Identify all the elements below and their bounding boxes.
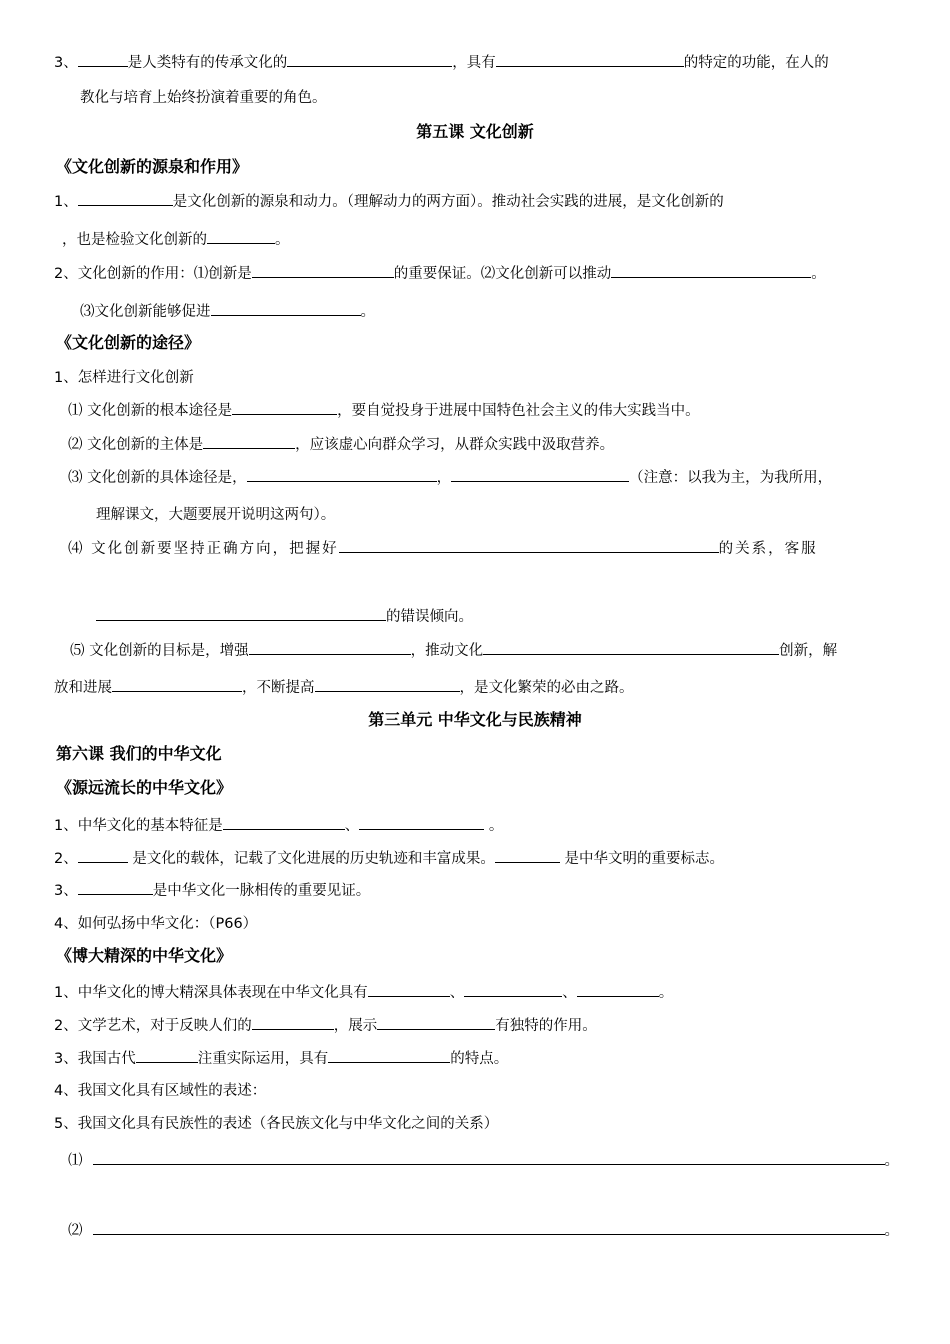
blank xyxy=(78,191,173,206)
blank xyxy=(207,229,275,244)
blank xyxy=(252,1015,334,1030)
blank xyxy=(287,52,452,67)
path-item-3: ⑶ 文化创新的具体途径是， ， （注意：以我为主，为我所用， xyxy=(68,467,832,488)
path-item-4-cont: 的错误倾向。 xyxy=(96,606,473,627)
profound-item-4: 4、我国文化具有区域性的表述： xyxy=(54,1083,267,1099)
blank xyxy=(223,815,345,830)
blank xyxy=(328,1048,450,1063)
history-item-4: 4、如何弘扬中华文化：（P66） xyxy=(54,916,258,932)
blank xyxy=(247,467,437,482)
blank xyxy=(211,301,361,316)
path-item-5-cont: 放和进展 ，不断提高 ，是文化繁荣的必由之路。 xyxy=(54,677,634,698)
blank xyxy=(249,640,411,655)
profound-item-1: 1、中华文化的博大精深具体表现在中华文化具有 、 、 。 xyxy=(54,982,673,1003)
blank xyxy=(483,640,779,655)
blank xyxy=(203,434,295,449)
blank xyxy=(112,677,242,692)
history-item-2: 2、 是文化的载体，记载了文化进展的历史轨迹和丰富成果。 是中华文明的重要标志。 xyxy=(54,848,724,869)
blank xyxy=(315,677,460,692)
blank xyxy=(368,982,450,997)
unit-3-title: 第三单元 中华文化与民族精神 xyxy=(368,710,582,729)
path-intro: 1、怎样进行文化创新 xyxy=(54,370,194,386)
line-3-function: 3、 是人类特有的传承文化的 ，具有 的特定的功能，在人的 xyxy=(54,52,829,73)
blank xyxy=(577,982,659,997)
blank xyxy=(451,467,629,482)
blank xyxy=(93,1150,885,1165)
blank xyxy=(359,815,484,830)
profound-item-3: 3、我国古代 注重实际运用，具有 的特点。 xyxy=(54,1048,508,1069)
blank xyxy=(496,52,684,67)
source-item-2-cont: ⑶文化创新能够促进 。 xyxy=(80,301,375,322)
path-item-5: ⑸ 文化创新的目标是，增强 ，推动文化 创新，解 xyxy=(70,640,837,661)
blank xyxy=(495,848,560,863)
line-3-cont: 教化与培育上始终扮演着重要的角色。 xyxy=(80,90,327,106)
path-item-1: ⑴ 文化创新的根本途径是 ，要自觉投身于进展中国特色社会主义的伟大实践当中。 xyxy=(68,400,700,421)
blank xyxy=(252,263,394,278)
heading-source-role: 《文化创新的源泉和作用》 xyxy=(56,157,249,176)
blank xyxy=(136,1048,198,1063)
source-item-1: 1、 是文化创新的源泉和动力。（理解动力的两方面）。推动社会实践的进展，是文化创新的 xyxy=(54,191,724,212)
path-item-4: ⑷ 文化创新要坚持正确方向，把握好 的关系，客服 xyxy=(68,538,818,559)
profound-item-5-2: ⑵ 。 xyxy=(68,1220,899,1241)
profound-item-5: 5、我国文化具有民族性的表述（各民族文化与中华文化之间的关系） xyxy=(54,1116,499,1132)
lesson-5-title: 第五课 文化创新 xyxy=(416,122,534,141)
blank xyxy=(611,263,811,278)
history-item-3: 3、 是中华文化一脉相传的重要见证。 xyxy=(54,880,370,901)
blank xyxy=(96,606,386,621)
blank xyxy=(78,880,153,895)
heading-long-history: 《源远流长的中华文化》 xyxy=(56,778,233,797)
blank xyxy=(377,1015,495,1030)
blank xyxy=(464,982,562,997)
blank xyxy=(78,848,128,863)
profound-item-5-1: ⑴ 。 xyxy=(68,1150,899,1171)
blank xyxy=(78,52,128,67)
source-item-2: 2、文化创新的作用：⑴创新是 的重要保证。⑵文化创新可以推动 。 xyxy=(54,263,826,284)
blank xyxy=(339,538,719,553)
blank xyxy=(232,400,337,415)
source-item-1-cont: ，也是检验文化创新的 。 xyxy=(62,229,290,250)
lesson-6-title: 第六课 我们的中华文化 xyxy=(56,744,222,763)
heading-paths: 《文化创新的途径》 xyxy=(56,333,201,352)
path-item-3-cont: 理解课文，大题要展开说明这两句）。 xyxy=(96,507,336,523)
profound-item-2: 2、文学艺术，对于反映人们的 ，展示 有独特的作用。 xyxy=(54,1015,597,1036)
blank xyxy=(93,1220,885,1235)
heading-profound: 《博大精深的中华文化》 xyxy=(56,946,233,965)
history-item-1: 1、中华文化的基本特征是 、 。 xyxy=(54,815,503,836)
path-item-2: ⑵ 文化创新的主体是 ，应该虚心向群众学习，从群众实践中汲取营养。 xyxy=(68,434,614,455)
